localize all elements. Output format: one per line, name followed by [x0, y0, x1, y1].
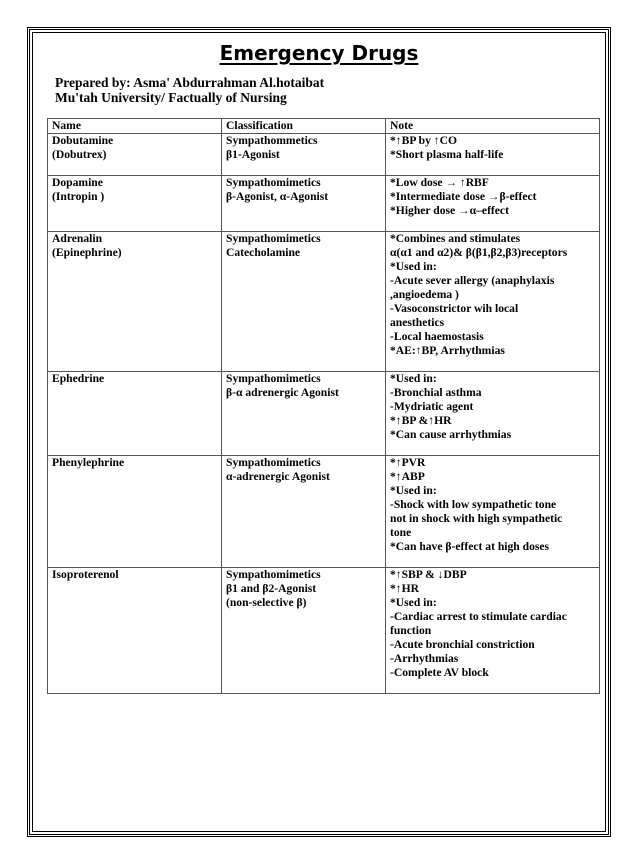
- cell-classification: [222, 134, 386, 176]
- table-row: [48, 372, 600, 456]
- note-line: -Vasoconstrictor wih local: [390, 302, 519, 315]
- note-line: -Complete AV block: [390, 666, 489, 679]
- cell-note: [386, 134, 600, 176]
- note-line: *↑BP by ↑CO: [390, 134, 457, 147]
- cell-name: [48, 134, 222, 176]
- cell-note: [386, 568, 600, 694]
- classification-line: (non-selective β): [226, 596, 307, 609]
- table-header-row: [48, 119, 600, 134]
- name-line: Ephedrine: [52, 372, 105, 385]
- cell-name: [48, 176, 222, 232]
- classification-line: Catecholamine: [226, 246, 301, 259]
- drugs-table: [47, 118, 600, 694]
- note-line: α(α1 and α2)& β(β1,β2,β3)receptors: [390, 246, 568, 259]
- note-line: -Arrhythmias: [390, 652, 459, 665]
- note-line: *↑BP &↑HR: [390, 414, 452, 427]
- classification-line: Sympathomimetics: [226, 568, 321, 581]
- name-line: (Intropin ): [52, 190, 105, 203]
- note-line: *Used in:: [390, 596, 437, 609]
- note-line: ,angioedema ): [390, 288, 459, 301]
- note-line: *Used in:: [390, 260, 437, 273]
- cell-note: [386, 232, 600, 372]
- note-line: not in shock with high sympathetic: [390, 512, 563, 525]
- header-name: Name: [48, 119, 222, 134]
- table-row: [48, 456, 600, 568]
- classification-line: Sympathomimetics: [226, 456, 321, 469]
- note-line: *↑ABP: [390, 470, 425, 483]
- note-line: *Intermediate dose →β-effect: [390, 190, 537, 203]
- header-classification: Classification: [222, 119, 386, 134]
- note-line: *Used in:: [390, 372, 437, 385]
- cell-note: [386, 456, 600, 568]
- note-line: -Acute sever allergy (anaphylaxis: [390, 274, 555, 287]
- cell-name: [48, 232, 222, 372]
- cell-classification: [222, 568, 386, 694]
- name-line: (Epinephrine): [52, 246, 122, 259]
- name-line: Phenylephrine: [52, 456, 125, 469]
- name-line: Dopamine: [52, 176, 103, 189]
- classification-line: Sympathomimetics: [226, 176, 321, 189]
- name-line: (Dobutrex): [52, 148, 107, 161]
- note-line: *↑PVR: [390, 456, 426, 469]
- note-line: *Combines and stimulates: [390, 232, 521, 245]
- cell-name: [48, 568, 222, 694]
- author-info: [55, 75, 324, 105]
- cell-classification: [222, 372, 386, 456]
- table-row: [48, 568, 600, 694]
- classification-line: α-adrenergic Agonist: [226, 470, 330, 483]
- cell-name: [48, 456, 222, 568]
- classification-line: β1-Agonist: [226, 148, 280, 161]
- classification-line: Sympathomimetics: [226, 232, 321, 245]
- note-line: *Higher dose →α–effect: [390, 204, 509, 217]
- note-line: anesthetics: [390, 316, 445, 329]
- classification-line: Sympathommetics: [226, 134, 318, 147]
- note-line: function: [390, 624, 432, 637]
- classification-line: β-α adrenergic Agonist: [226, 386, 339, 399]
- cell-classification: [222, 232, 386, 372]
- note-line: tone: [390, 526, 412, 539]
- name-line: Isoproterenol: [52, 568, 119, 581]
- note-line: -Shock with low sympathetic tone: [390, 498, 557, 511]
- cell-name: [48, 372, 222, 456]
- note-line: *Low dose → ↑RBF: [390, 176, 489, 189]
- note-line: *Used in:: [390, 484, 437, 497]
- name-line: Adrenalin: [52, 232, 103, 245]
- prepared-by: Prepared by: Asma' Abdurrahman Al.hotaibat: [55, 75, 325, 90]
- classification-line: β1 and β2-Agonist: [226, 582, 317, 595]
- table-row: [48, 176, 600, 232]
- note-line: *Can have β-effect at high doses: [390, 540, 550, 553]
- classification-line: Sympathomimetics: [226, 372, 321, 385]
- note-line: *↑HR: [390, 582, 419, 595]
- note-line: -Acute bronchial constriction: [390, 638, 535, 651]
- university: Mu'tah University/ Factually of Nursing: [55, 90, 287, 105]
- table-row: [48, 232, 600, 372]
- note-line: -Cardiac arrest to stimulate cardiac: [390, 610, 567, 623]
- cell-classification: [222, 176, 386, 232]
- classification-line: β-Agonist, α-Agonist: [226, 190, 329, 203]
- cell-classification: [222, 456, 386, 568]
- note-line: *Can cause arrhythmias: [390, 428, 512, 441]
- table-row: [48, 134, 600, 176]
- page-title: Emergency Drugs: [219, 41, 419, 65]
- header-note: Note: [386, 119, 600, 134]
- name-line: Dobutamine: [52, 134, 114, 147]
- note-line: *↑SBP & ↓DBP: [390, 568, 467, 581]
- note-line: -Bronchial asthma: [390, 386, 482, 399]
- cell-note: [386, 176, 600, 232]
- table-body: [48, 134, 600, 694]
- note-line: -Local haemostasis: [390, 330, 484, 343]
- note-line: -Mydriatic agent: [390, 400, 474, 413]
- note-line: *AE:↑BP, Arrhythmias: [390, 344, 505, 357]
- cell-note: [386, 372, 600, 456]
- note-line: *Short plasma half-life: [390, 148, 504, 161]
